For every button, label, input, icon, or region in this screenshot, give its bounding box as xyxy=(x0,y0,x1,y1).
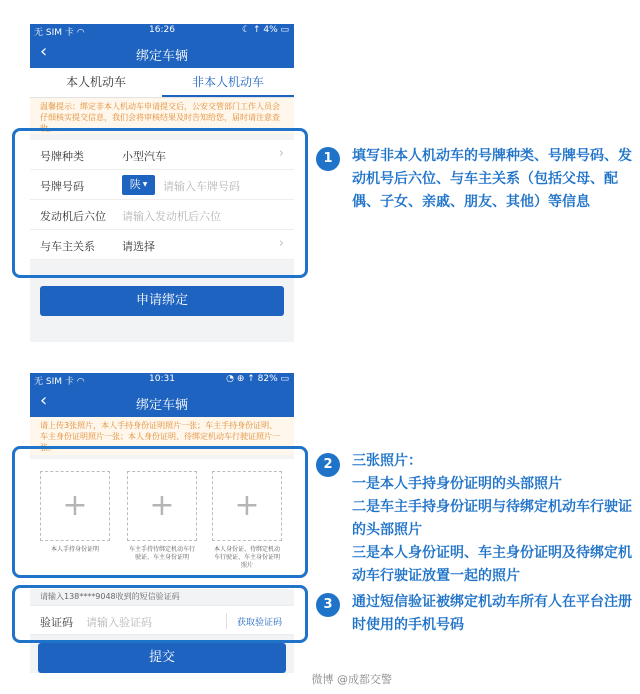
vehicle-tabs xyxy=(30,68,294,98)
chevron-right-icon: › xyxy=(278,236,284,251)
plus-icon: + xyxy=(149,488,175,523)
step-description-1: 填写非本人机动车的号牌种类、号牌号码、发动机号后六位、与车主关系（包括父母、配偶、子女、亲戚、朋友、其他）等信息 xyxy=(352,148,632,210)
photo-caption: 本人身份证、待绑定机动车行驶证、车主身份证明照片 xyxy=(213,546,280,569)
status-bar xyxy=(30,24,294,38)
watermark: 微博 @成都交警 xyxy=(311,673,392,686)
province-value: 陕 xyxy=(129,178,141,191)
back-icon[interactable]: ‹ xyxy=(40,41,48,62)
page-title: 绑定车辆 xyxy=(135,398,188,413)
highlight-frame-2 xyxy=(12,446,308,578)
tab-other-vehicle[interactable]: 非本人机动车 xyxy=(162,68,294,97)
step-badge-2: 2 xyxy=(316,453,340,477)
owner-relation-label: 与车主关系 xyxy=(40,240,95,253)
submit-button[interactable]: 提交 xyxy=(38,643,286,673)
step-2-line: 三张照片： xyxy=(352,453,422,469)
plate-number-input[interactable]: 请输入车牌号码 xyxy=(163,180,240,193)
plate-type-value: 小型汽车 xyxy=(122,150,166,163)
verification-code-label: 验证码 xyxy=(40,616,73,629)
apply-bind-button[interactable]: 申请绑定 xyxy=(40,286,284,316)
status-carrier: 无 SIM 卡 ◠ xyxy=(34,28,85,38)
chevron-right-icon: › xyxy=(278,146,284,161)
upload-notice-text: 请上传3张照片，本人手持身份证明照片一张；车主手持身份证明、车主身份证明照片一张；本人身份证明、待绑定机动车行驶证照片一张。 xyxy=(30,417,294,455)
engine-number-label: 发动机后六位 xyxy=(40,210,106,223)
plate-number-label: 号牌号码 xyxy=(40,180,84,193)
highlight-frame-1 xyxy=(12,128,308,278)
plus-icon: + xyxy=(234,488,260,523)
status-carrier: 无 SIM 卡 ◠ xyxy=(34,377,85,387)
nav-bar xyxy=(30,387,294,417)
plus-icon: + xyxy=(62,488,88,523)
verification-code-input[interactable]: 请输入验证码 xyxy=(86,616,152,629)
tab-own-vehicle[interactable]: 本人机动车 xyxy=(65,75,126,89)
step-2-line: 二是车主手持身份证明与待绑定机动车行驶证的头部照片 xyxy=(352,499,632,538)
status-time: 10:31 xyxy=(149,374,175,384)
notice-text: 温馨提示：绑定非本人机动车申请提交后，公安交管部门工作人员会仔细核实提交信息，我们会将审核结果及时告知给您，届时请注意查收。 xyxy=(30,98,294,134)
photo-caption: 本人手持身份证明 xyxy=(50,546,99,553)
get-code-button[interactable]: 获取验证码 xyxy=(236,618,282,628)
status-indicators: ◔ ⊕ ↑ 82% ▭ xyxy=(226,374,289,384)
sms-hint: 请输入138****9048收到的短信验证码 xyxy=(40,592,180,601)
step-2-line: 一是本人手持身份证明的头部照片 xyxy=(352,476,562,492)
caret-down-icon: ▼ xyxy=(142,181,148,188)
step-2-line: 三是本人身份证明、车主身份证明及待绑定机动车行驶证放置一起的照片 xyxy=(352,545,632,584)
photo-caption: 车主手持待绑定机动车行驶证、车主身份证明 xyxy=(128,546,195,561)
step-description-3: 通过短信验证被绑定机动车所有人在平台注册时使用的手机号码 xyxy=(352,594,632,633)
step-badge-1: 1 xyxy=(316,147,340,171)
status-indicators: ☾ ↑ 4% ▭ xyxy=(242,25,289,35)
step-badge-3: 3 xyxy=(316,593,340,617)
plate-type-label: 号牌种类 xyxy=(40,150,84,163)
nav-bar xyxy=(30,38,294,68)
status-time: 16:26 xyxy=(149,25,175,35)
status-bar xyxy=(30,373,294,387)
step-description-2 xyxy=(352,450,632,588)
back-icon[interactable]: ‹ xyxy=(40,390,48,411)
highlight-frame-3 xyxy=(12,585,308,643)
owner-relation-value: 请选择 xyxy=(122,240,155,253)
page-title: 绑定车辆 xyxy=(135,49,188,64)
engine-number-input[interactable]: 请输入发动机后六位 xyxy=(122,210,221,223)
